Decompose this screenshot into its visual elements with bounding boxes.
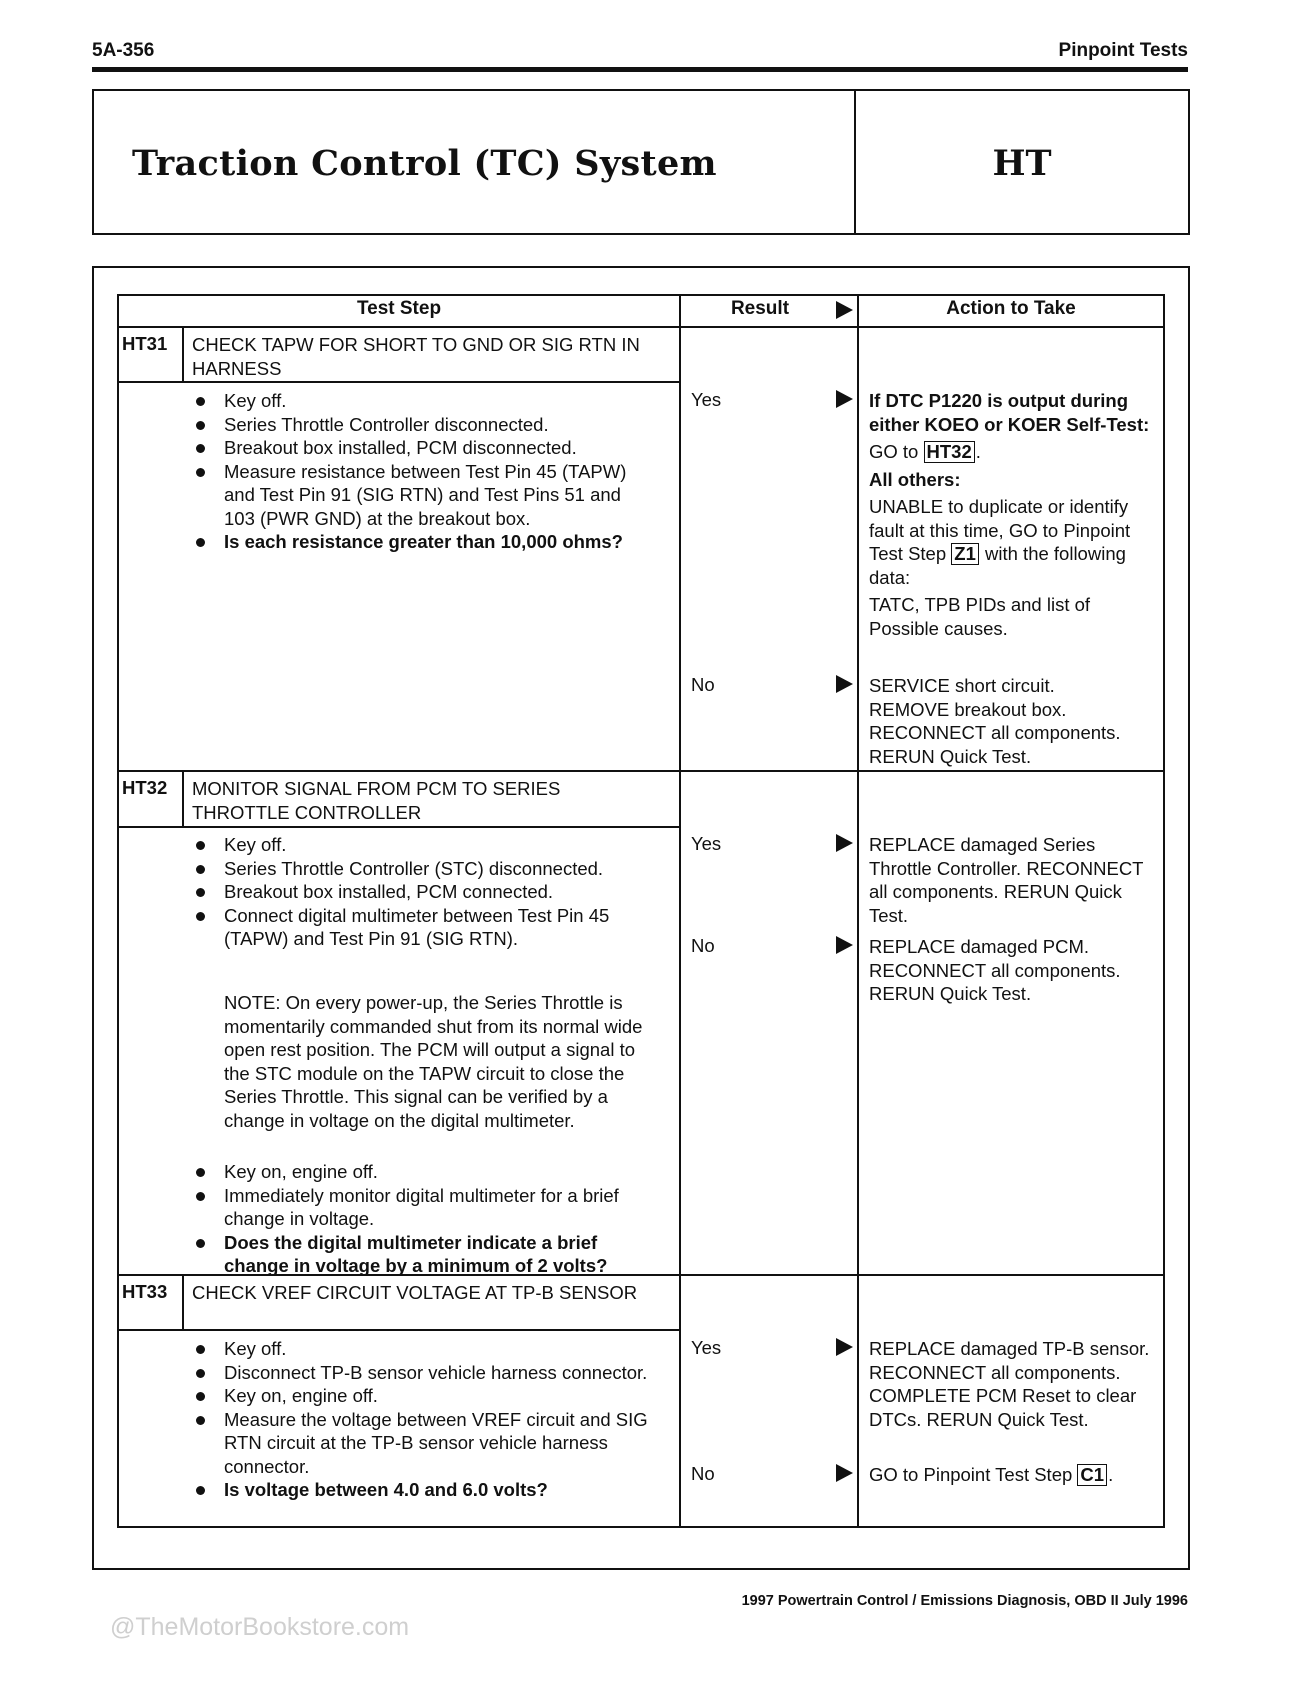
- header-result: Result: [730, 298, 790, 319]
- header-rule-bottom: [117, 326, 1165, 328]
- page-title: Traction Control (TC) System: [132, 143, 717, 184]
- action-text: REPLACE damaged PCM. RECONNECT all components. RERUN Quick Test.: [869, 936, 1121, 1004]
- header-arrow-icon: [836, 301, 853, 319]
- header-rule: [92, 67, 1188, 72]
- step-title-rule: [117, 826, 681, 828]
- action-cell: [869, 674, 1161, 768]
- list-item: Immediately monitor digital multimeter for a brief change in voltage.: [192, 1184, 652, 1231]
- action-data: TATC, TPB PIDs and list of Possible causes.: [869, 594, 1091, 639]
- action-others: [869, 495, 1161, 589]
- running-head: [92, 38, 1188, 66]
- step-id-divider: [182, 770, 184, 826]
- step-id-divider: [182, 326, 184, 381]
- list-item: Measure the voltage between VREF circuit and SIG RTN circuit at the TP-B sensor vehicle harness connector.: [192, 1408, 652, 1479]
- test-code: HT: [992, 143, 1052, 184]
- result-arrow-icon: [836, 1464, 853, 1482]
- step-title: CHECK VREF CIRCUIT VOLTAGE AT TP-B SENSOR: [192, 1282, 638, 1303]
- list-item: Disconnect TP-B sensor vehicle harness connector.: [192, 1361, 652, 1385]
- result-arrow-icon: [836, 834, 853, 852]
- result-arrow-icon: [836, 936, 853, 954]
- step-question: Does the digital multimeter indicate a brief change in voltage by a minimum of 2 volts?: [192, 1231, 652, 1278]
- action-text: REPLACE damaged Series Throttle Controller. RECONNECT all components. RERUN Quick Test.: [869, 834, 1144, 926]
- action-cell: [869, 389, 1161, 640]
- page-number: 5A-356: [92, 40, 155, 61]
- result-label: No: [691, 1463, 715, 1484]
- step-bullets: [192, 389, 652, 554]
- step-question: Is voltage between 4.0 and 6.0 volts?: [192, 1478, 652, 1502]
- step-note: NOTE: On every power-up, the Series Throttle is momentarily commanded shut from its normal wide open rest position. The PCM will output a signal to the STC module on the TAPW circuit to close the Series Throttle. This signal can be verified by a change in voltage on the digital multimeter.: [224, 992, 643, 1131]
- table-border-right: [1163, 294, 1165, 1528]
- action-goto: [869, 440, 1161, 464]
- step-id-divider: [182, 1274, 184, 1329]
- step-id: HT31: [122, 333, 168, 354]
- header-test-step: Test Step: [356, 298, 442, 319]
- section-name: Pinpoint Tests: [1058, 40, 1188, 61]
- action-goto-text: GO to: [869, 441, 919, 462]
- column-divider-result: [679, 294, 681, 1528]
- header-action: Action to Take: [946, 298, 1076, 319]
- step-id: HT32: [122, 777, 168, 798]
- action-others-text-2: with the following data:: [869, 543, 1126, 588]
- list-item: Breakout box installed, PCM connected.: [192, 880, 652, 904]
- table-border-bottom: [117, 1526, 1163, 1528]
- step-title: CHECK TAPW FOR SHORT TO GND OR SIG RTN IN HARNESS: [192, 334, 640, 379]
- step-ref-HT32[interactable]: HT32: [924, 441, 975, 463]
- list-item: Key off.: [192, 833, 652, 857]
- list-item: Connect digital multimeter between Test Pin 45 (TAPW) and Test Pin 91 (SIG RTN).: [192, 904, 652, 951]
- list-item: Key on, engine off.: [192, 1384, 652, 1408]
- step-bullets: [192, 1160, 652, 1278]
- list-item: Breakout box installed, PCM disconnected.: [192, 436, 652, 460]
- action-line: RECONNECT all components.: [869, 722, 1121, 743]
- step-bullets: [192, 1337, 652, 1502]
- title-cell: [94, 91, 856, 233]
- step-title-rule: [117, 381, 681, 383]
- action-goto-text: GO to Pinpoint Test Step: [869, 1464, 1073, 1485]
- list-item: Series Throttle Controller (STC) disconnected.: [192, 857, 652, 881]
- list-item: Key off.: [192, 1337, 652, 1361]
- result-arrow-icon: [836, 1338, 853, 1356]
- action-line: REMOVE breakout box.: [869, 698, 1067, 720]
- table-border-left: [117, 294, 119, 1528]
- result-label: No: [691, 674, 715, 695]
- action-heading: If DTC P1220 is output during either KOEO or KOER Self-Test:: [869, 390, 1150, 435]
- step-ref-Z1[interactable]: Z1: [951, 543, 979, 565]
- step-id: HT33: [122, 1281, 168, 1302]
- result-arrow-icon: [836, 390, 853, 408]
- list-item: Key off.: [192, 389, 652, 413]
- title-box: [92, 89, 1190, 235]
- step-title-rule: [117, 1329, 681, 1331]
- action-others-text: UNABLE to duplicate or identify fault at this time, GO to Pinpoint Test Step: [869, 496, 1131, 564]
- action-goto: [869, 1463, 1161, 1487]
- action-line: RERUN Quick Test.: [869, 745, 1032, 767]
- watermark: @TheMotorBookstore.com: [110, 1613, 410, 1641]
- result-arrow-icon: [836, 675, 853, 693]
- action-text: REPLACE damaged TP-B sensor. RECONNECT all components. COMPLETE PCM Reset to clear DTCs. RERUN Quick Test.: [869, 1338, 1150, 1430]
- result-label: Yes: [691, 833, 722, 854]
- action-line: SERVICE short circuit.: [869, 675, 1055, 696]
- list-item: Key on, engine off.: [192, 1160, 652, 1184]
- action-goto-end: .: [975, 441, 981, 462]
- result-label: Yes: [691, 389, 722, 410]
- action-goto-end: .: [1108, 1464, 1114, 1485]
- column-divider-action: [857, 294, 859, 1528]
- result-label: No: [691, 935, 715, 956]
- step-ref-C1[interactable]: C1: [1077, 1464, 1107, 1486]
- page-footer: 1997 Powertrain Control / Emissions Diagnosis, OBD II July 1996: [741, 1593, 1188, 1609]
- step-question: Is each resistance greater than 10,000 ohms?: [192, 530, 652, 554]
- list-item: Series Throttle Controller disconnected.: [192, 413, 652, 437]
- result-label: Yes: [691, 1337, 722, 1358]
- step-separator: [117, 770, 1165, 772]
- step-title: MONITOR SIGNAL FROM PCM TO SERIES THROTTLE CONTROLLER: [192, 778, 561, 823]
- step-bullets: [192, 833, 652, 951]
- list-item: Measure resistance between Test Pin 45 (TAPW) and Test Pin 91 (SIG RTN) and Test Pins 51 and 103 (PWR GND) at the breakout box.: [192, 460, 652, 531]
- action-others-heading: All others:: [869, 468, 961, 490]
